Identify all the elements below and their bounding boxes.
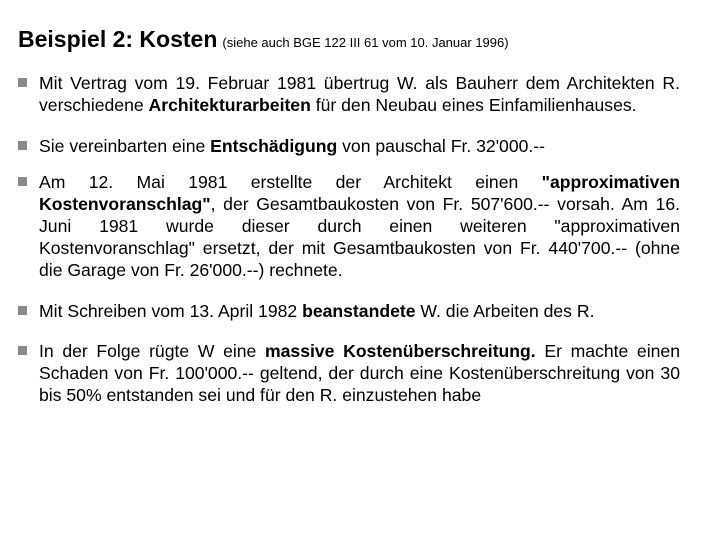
title-reference: (siehe auch BGE 122 III 61 vom 10. Januar 1996) [222,35,509,50]
square-bullet-icon [18,306,27,315]
bullet-emphasis: Architekturarbeiten [148,95,311,115]
bullet-text: Sie vereinbarten eine [39,136,211,156]
bullet-item [18,171,680,281]
title-main: Beispiel 2: Kosten [18,26,218,52]
bullet-text: W. die Arbeiten des R. [415,301,595,321]
bullet-text: Mit Vertrag vom 19. Februar 1981 übertrug W. als Bauherr dem Architekten R. verschiedene [39,73,680,115]
bullet-emphasis: Entschädigung [210,136,338,156]
bullet-emphasis: beanstandete [302,301,416,321]
square-bullet-icon [18,346,27,355]
bullet-item [18,300,680,322]
bullet-text: , der Gesamtbaukosten von Fr. 507'600.-- vorsah. Am 16. Juni 1981 wurde dieser durch einen weiteren "approximativen Kostenvoranschlag" ersetzt, der mit Gesamtbaukosten von Fr. 440'700.-- (ohne die Garage von Fr. 26'000.--) rechnete. [39,194,680,280]
bullet-emphasis: massive Kostenüberschreitung. [265,341,536,361]
bullet-emphasis: "approximativen Kostenvoranschlag" [39,172,680,214]
bullet-text: von pauschal Fr. 32'000.-- [337,136,546,156]
square-bullet-icon [18,177,27,186]
bullet-item [18,72,680,116]
bullet-list [18,72,680,425]
bullet-item [18,135,680,157]
bullet-text: Mit Schreiben vom 13. April 1982 [39,301,303,321]
bullet-text: Er machte einen Schaden von Fr. 100'000.-- geltend, der durch eine Kostenüberschreitung von 30 bis 50% entstanden sei und für den R. einzustehen habe [39,341,680,405]
bullet-item [18,340,680,406]
square-bullet-icon [18,141,27,150]
page-title [18,26,509,53]
bullet-text: In der Folge rügte W eine [39,341,265,361]
bullet-text: Am 12. Mai 1981 erstellte der Architekt einen [39,172,542,192]
square-bullet-icon [18,78,27,87]
bullet-text: für den Neubau eines Einfamilienhauses. [310,95,637,115]
